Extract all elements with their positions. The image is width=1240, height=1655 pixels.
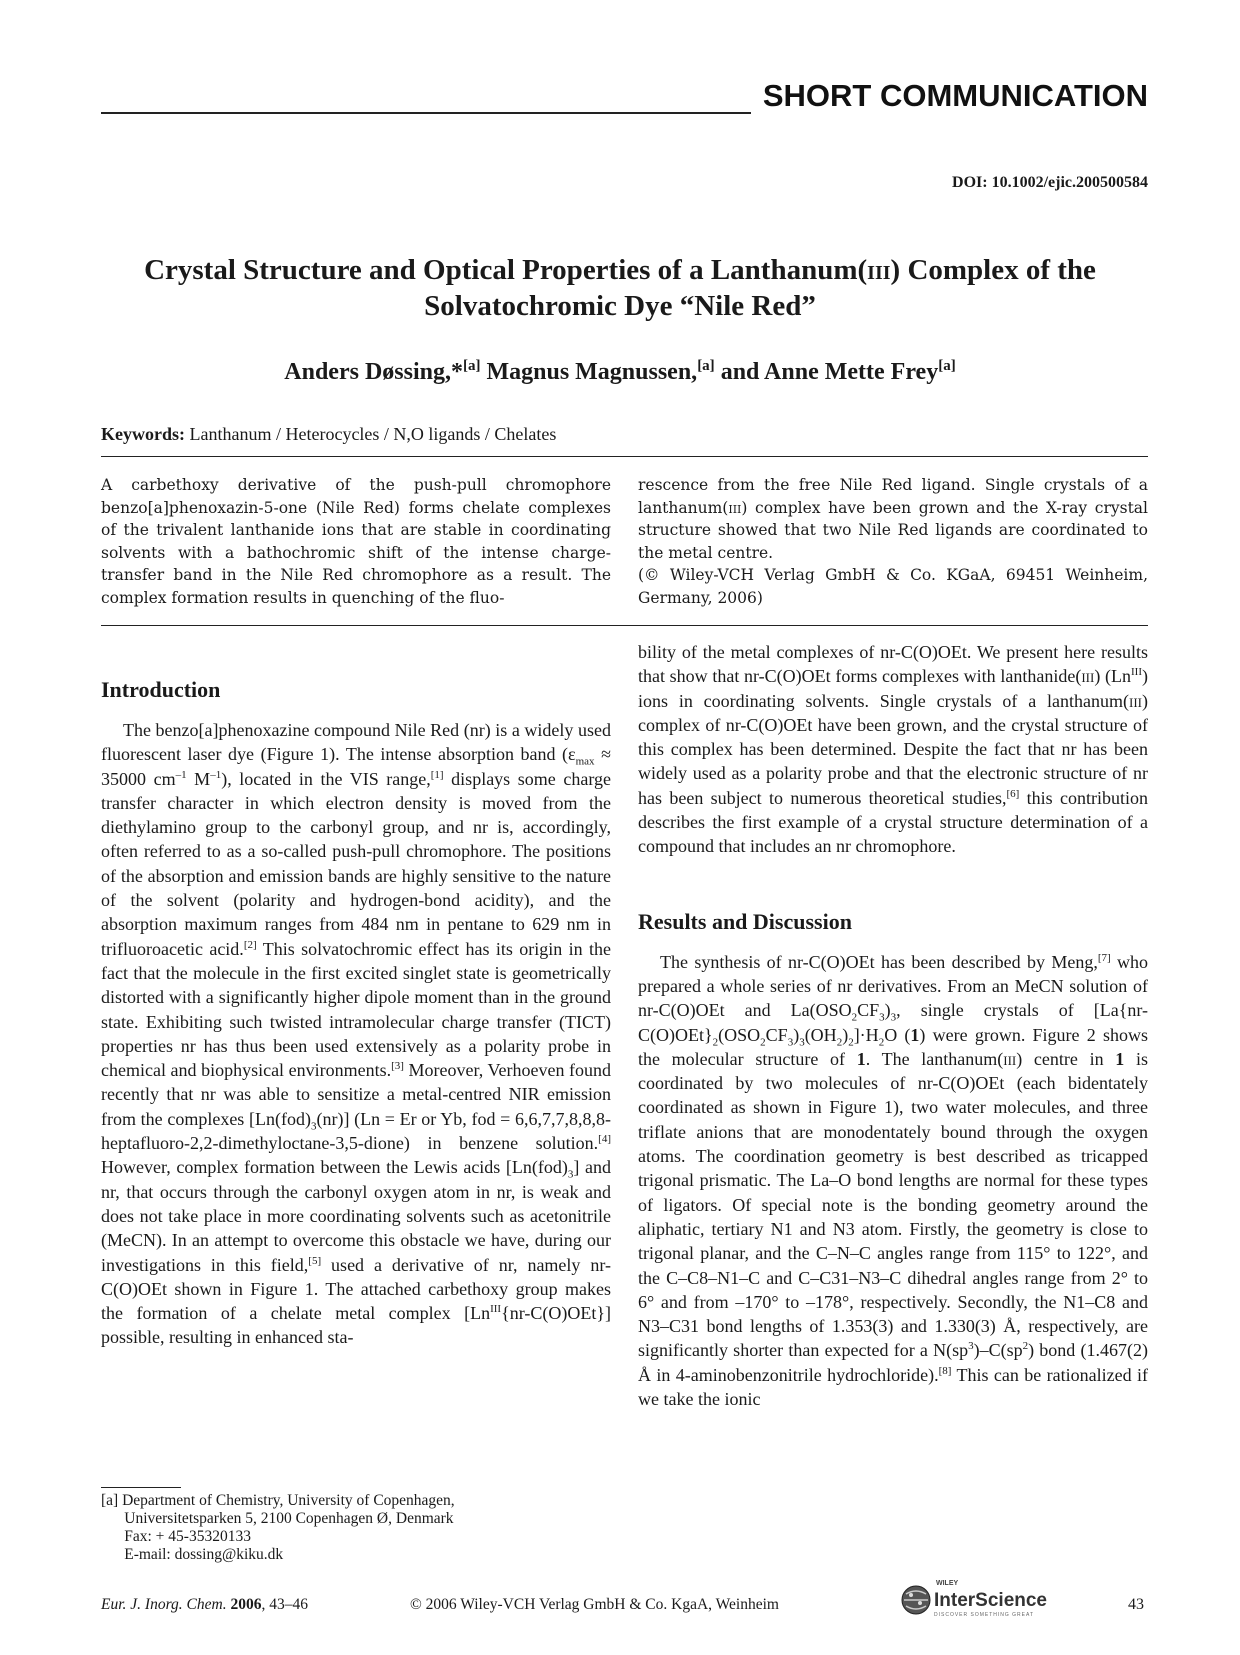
citation[interactable]: [1] (430, 768, 444, 781)
title-line-2: Solvatochromic Dye “Nile Red” (424, 290, 816, 322)
page-number: 43 (1128, 1596, 1144, 1613)
introduction-paragraph: The benzo[a]phenoxazine compound Nile Red (nr) is a widely used fluorescent laser dye (Figure 1). The intense absorption band ($\varepsilon_{max} \approx 35000$ $cm^{-1}$ $M^{-1}$), located in the VIS range,[1] displays some charge transfer character in which electron density is moved from the diethylamino group to the carbonyl group, and nr is, accordingly, often referred to as a so-called push-pull chromophore. The positions of the absorption and emission bands are highly sensitive to the nature of the solvent (polarity and hydrogen-bond acidity), and the absorption maximum ranges from 484 nm in pentane to 629 nm in trifluoroacetic acid.[2] This solvatochromic effect has its origin in the fact that the molecule in the first excited singlet state is geometrically distorted with a significantly higher dipole moment than in the ground state. Exhibiting such twisted intramolecular charge transfer (TICT) properties nr has thus been used extensively as a polarity probe in chemical and biophysical environments.[3] Moreover, Verhoeven found recently that nr was able to sensitize a metal-centred NIR emission from the complexes $[Ln(fod)_3(nr)] (Ln = Er$ or Yb, fod = 6,6,7,7,8,8,8-heptafluoro-2,2-dimethyloctane-3,5-dione) in benzene solution.[4] However, complex formation between the Lewis acids $[Ln(fod)_3]$ and nr, that occurs through the carbonyl oxygen atom in nr, is weak and does not take place in more coordinating solvents such as acetonitrile (MeCN). In an attempt to overcome this obstacle we have, during our investigations in this field,[5] used a derivative of nr, namely nr-C(O)OEt shown in Figure 1. The attached carbethoxy group makes the formation of a chelate metal complex $[Ln^{III}\{nr-C(O)OEt\}]$ possible, resulting in enhanced sta- (101, 720, 612, 1348)
header-rule (101, 112, 751, 114)
doi[interactable]: DOI: 10.1002/ejic.200500584 (952, 174, 1148, 191)
footnote-email[interactable]: E-mail: dossing@kiku.dk (101, 1546, 284, 1563)
author-name: Anders Døssing,* (284, 359, 463, 385)
citation[interactable]: [8] (938, 1364, 952, 1377)
citation[interactable]: [6] (1006, 787, 1020, 800)
left-column (101, 676, 611, 1350)
author-affiliation: [a] (462, 358, 481, 374)
keywords (101, 424, 556, 445)
introduction-heading: Introduction (101, 677, 221, 702)
right-column (638, 640, 1148, 1411)
citation[interactable]: [7] (1097, 951, 1111, 964)
footer-copyright: © 2006 Wiley-VCH Verlag GmbH & Co. KgaA, Weinheim (410, 1596, 779, 1613)
author-name: Magnus Magnussen, (480, 359, 698, 385)
footnote-line: Fax: + 45-35320133 (101, 1528, 251, 1545)
title-part: Crystal Structure and Optical Properties of a Lanthanum( (144, 254, 868, 286)
results-heading: Results and Discussion (638, 908, 852, 934)
abstract-copyright: (© Wiley-VCH Verlag GmbH & Co. KGaA, 69451 Weinheim, Germany, 2006) (638, 566, 1148, 607)
author-list (80, 358, 1160, 386)
citation[interactable]: [5] (308, 1254, 322, 1267)
citation[interactable]: [3] (391, 1060, 404, 1073)
abstract-left: A carbethoxy derivative of the push-pull chromophore benzo[a]phenoxazin-5-one (Nile Red) forms chelate complexes of the trivalent lanthanide ions that are stable in coordinating solvents with a bathochromic shift of the intense charge-transfer band in the Nile Red chromophore as a result. The complex formation results in quenching of the fluo- (101, 476, 611, 607)
footnote-line: [a] Department of Chemistry, University of Copenhagen, (101, 1492, 455, 1509)
keywords-label: Keywords: (101, 424, 185, 444)
globe-icon (900, 1584, 932, 1616)
logo-wiley: WILEY (936, 1580, 959, 1587)
results-paragraph: The synthesis of nr-C(O)OEt has been described by Meng,[7] who prepared a whole series of nr derivatives. From an MeCN solution of nr-C(O)OEt and $La(OSO_2CF_3)_3$, single crystals of $[La\{nr-C(O)OEt\}_2(OSO_2CF_3)_3(OH_2)_2]\cdot H_2O$ (1) were grown. Figure 2 shows the molecular structure of 1. The lanthanum(iii) centre in 1 is coordinated by two molecules of nr-C(O)OEt (each bidentately coordinated as shown in Figure 1), two water molecules, and three triflate anions that are monodentately bound through the oxygen atoms. The coordination geometry is best described as tricapped trigonal prismatic. The La–O bond lengths are normal for these types of ligators. Of special note is the bonding geometry around the aliphatic, tertiary N1 and N3 atom. Firstly, the geometry is close to trigonal planar, and the C–N–C angles range from 115° to 122°, and the C–C8–N1–C and C–C31–N3–C dihedral angles range from 2° to 6° and from –170° to –178°, respectively. Secondly, the N1–C8 and N3–C31 bond lengths of 1.353(3) and 1.330(3) Å, respectively, are significantly shorter than expected for a $N(sp^3)-C(sp^2)$ bond (1.467(2) Å in 4-aminobenzonitrile hydrochloride).[8] This can be rationalized if we take the ionic (638, 951, 1149, 1410)
logo-tagline: DISCOVER SOMETHING GREAT (934, 1612, 1035, 1618)
citation[interactable]: [2] (243, 938, 257, 951)
introduction-continuation: bility of the metal complexes of nr-C(O)OEt. We present here results that show that nr-C(O)OEt forms complexes with lanthanide(iii) $(Ln^{III})$ ions in coordinating solvents. Single crystals of a lanthanum(iii) complex of nr-C(O)OEt have been grown, and the crystal structure of this complex has been determined. Despite the fact that nr has been widely used as a polarity probe and that the electronic structure of nr has been subject to numerous theoretical studies,[6] this contribution describes the first example of a crystal structure determination of a compound that includes an nr chromophore. (638, 642, 1148, 857)
title-part: ) Complex of the (890, 254, 1096, 286)
abstract-roman-numeral: iii (728, 498, 742, 517)
title-roman-numeral: iii (867, 254, 891, 286)
author-affiliation: [a] (938, 358, 956, 374)
logo-text: InterScience (934, 1590, 1047, 1611)
abstract-right (638, 474, 1148, 609)
section-label: SHORT COMMUNICATION (762, 78, 1148, 113)
footer-journal: Eur. J. Inorg. Chem. 2006, 43–46 (101, 1596, 308, 1613)
keywords-text: Lanthanum / Heterocycles / N,O ligands / Chelates (185, 424, 557, 444)
abstract-rule (101, 625, 1148, 626)
author-name: and Anne Mette Frey (714, 359, 939, 385)
citation[interactable]: [4] (598, 1133, 611, 1146)
abstract-text: ) complex have been grown and the X-ray crystal structure showed that two Nile Red ligands are coordinated to the metal centre. (638, 498, 1148, 562)
article-title (80, 252, 1160, 324)
interscience-logo[interactable] (900, 1580, 1070, 1620)
author-affiliation: [a] (697, 358, 715, 374)
abstract-text: rescence from the free Nile Red ligand. Single crystals of a lanthanum( (638, 476, 1148, 517)
footnote-line: Universitetsparken 5, 2100 Copenhagen Ø, Denmark (101, 1510, 454, 1527)
footnote-rule (101, 1487, 181, 1488)
keywords-rule (101, 456, 1148, 457)
affiliation-footnote (101, 1492, 455, 1564)
